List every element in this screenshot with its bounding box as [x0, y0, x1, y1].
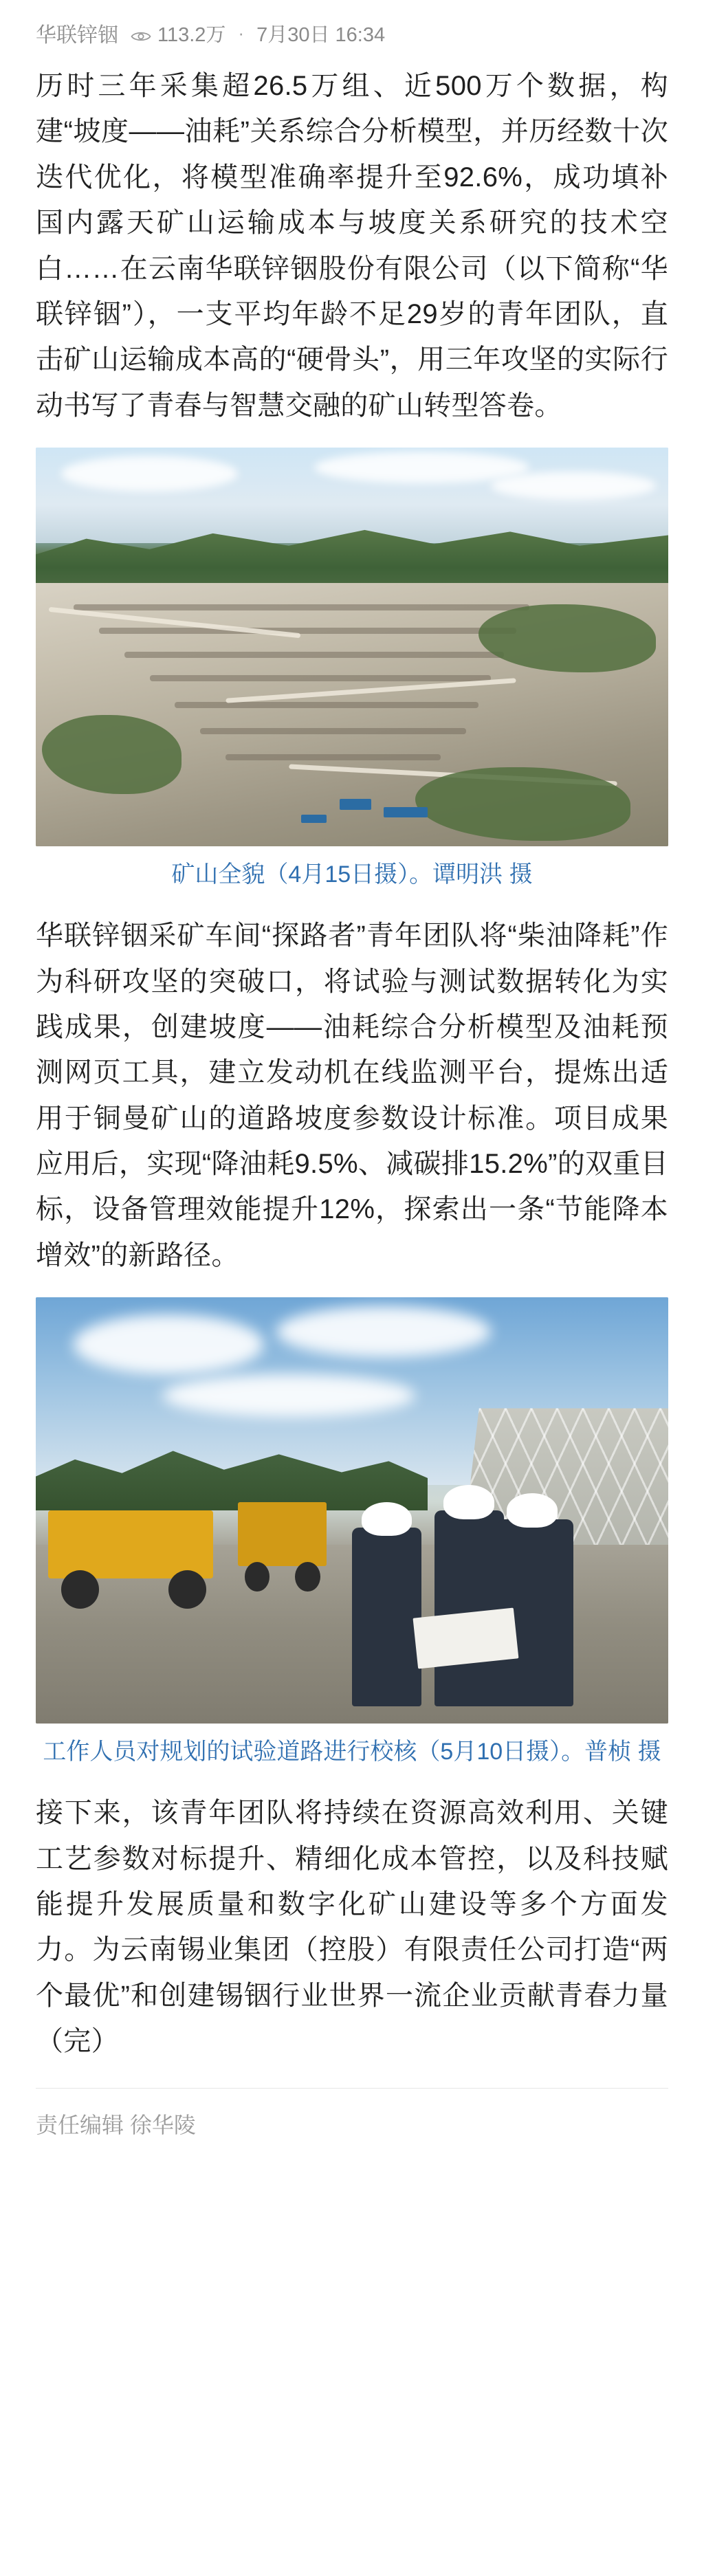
eye-icon	[131, 26, 151, 40]
photo1-haul-road	[226, 679, 516, 704]
figure-caption-mine-overview: 矿山全貌（4月15日摄）。谭明洪 摄	[171, 861, 533, 888]
figure-caption-workers-road: 工作人员对规划的试验道路进行校核（5月10日摄）。普桢 摄	[43, 1739, 661, 1765]
photo2-worker-helmet	[443, 1485, 494, 1519]
photo1-bench	[74, 604, 529, 610]
photo1-bench	[226, 754, 441, 760]
photo2-truck-wheel	[295, 1562, 320, 1592]
meta-separator: ·	[238, 22, 245, 43]
photo1-vegetation	[415, 767, 630, 841]
photo1-building	[340, 799, 371, 809]
photo1-bench	[99, 628, 516, 634]
article-paragraph-3: 接下来，该青年团队将持续在资源高效利用、关键工艺参数对标提升、精细化成本管控，以及科技赋能提升发展质量和数字化矿山建设等多个方面发力。为云南锡业集团（控股）有限责任公司打造“两个最优”和创建锡铟行业世界一流企业贡献青春力量（完）	[36, 1798, 668, 2057]
responsible-editor: 责任编辑 徐华陵	[36, 2112, 196, 2137]
photo2-worker-helmet	[362, 1502, 412, 1537]
view-count	[131, 19, 226, 47]
photo2-cloud	[74, 1314, 263, 1374]
photo2-grader-wheel	[61, 1570, 99, 1609]
photo1-vegetation	[42, 715, 181, 794]
figure-workers-road	[36, 1297, 668, 1770]
photo1-building	[384, 807, 428, 817]
photo2-worker-helmet	[507, 1493, 558, 1528]
article-paragraph-1: 历时三年采集超26.5万组、近500万个数据，构建“坡度——油耗”关系综合分析模型，并历经数十次迭代优化，将模型准确率提升至92.6%，成功填补国内露天矿山运输成本与坡度关系研究的技术空白……在云南华联锌铟股份有限公司（以下简称“华联锌铟”），一支平均年龄不足29岁的青年团队，直击矿山运输成本高的“硬骨头”，用三年攻坚的实际行动书写了青春与智慧交融的矿山转型答卷。	[36, 71, 668, 421]
photo1-cloud	[491, 472, 655, 500]
photo2-motor-grader	[48, 1510, 212, 1578]
photo1-bench	[150, 675, 492, 681]
photo2-haul-truck	[238, 1502, 327, 1566]
photo1-cloud	[314, 452, 529, 483]
view-count-label: 113.2万	[157, 23, 226, 46]
article-paragraph-2: 华联锌铟采矿车间“探路者”青年团队将“柴油降耗”作为科研攻坚的突破口，将试验与测试数据转化为实践成果，创建坡度——油耗综合分析模型及油耗预测网页工具，建立发动机在线监测平台，提炼出适用于铜曼矿山的道路坡度参数设计标准。项目成果应用后，实现“降油耗9.5%、减碳排15.2%”的双重目标，设备管理效能提升12%，探索出一条“节能降本增效”的新路径。	[36, 921, 668, 1270]
mine-overview-photo[interactable]	[36, 448, 668, 846]
bottom-spacer	[36, 2167, 668, 2194]
photo2-cloud	[276, 1306, 492, 1357]
workers-road-inspection-photo[interactable]	[36, 1297, 668, 1724]
photo1-cloud	[61, 456, 239, 492]
photo1-bench	[175, 702, 478, 708]
photo1-vegetation	[478, 604, 656, 673]
photo2-truck-wheel	[245, 1562, 270, 1592]
source-name[interactable]: 华联锌铟	[36, 24, 118, 47]
photo2-worker	[352, 1528, 421, 1706]
publish-date: 7月30日 16:34	[256, 23, 386, 46]
photo1-bench	[200, 728, 465, 734]
photo1-building	[301, 815, 327, 822]
photo1-bench	[124, 652, 504, 658]
figure-mine-overview	[36, 448, 668, 892]
photo2-grader-wheel	[168, 1570, 206, 1609]
photo1-open-pit	[36, 583, 668, 846]
photo2-worker	[434, 1510, 504, 1706]
article-meta-row	[36, 18, 668, 63]
photo2-blueprint	[413, 1608, 519, 1669]
photo2-cloud	[162, 1374, 415, 1417]
